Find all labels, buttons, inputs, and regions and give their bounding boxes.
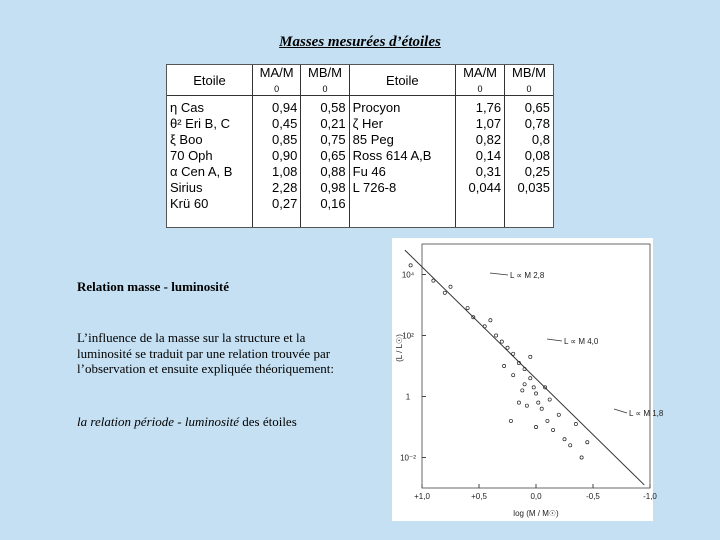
page-title: Masses mesurées d’étoiles	[279, 34, 441, 50]
data-point	[489, 319, 492, 322]
y-tick-label: 10⁻²	[400, 453, 416, 463]
y-tick-label: 10²	[402, 331, 414, 341]
data-point	[509, 419, 512, 422]
data-point	[569, 444, 572, 447]
table-header-row	[167, 65, 553, 96]
data-point	[517, 401, 520, 404]
data-point	[586, 441, 589, 444]
data-point	[532, 386, 535, 389]
period-luminosity-italic: la relation période - luminosité	[77, 414, 239, 429]
plot-frame	[422, 244, 650, 488]
annotation-label: L ∝ M 2,8	[510, 271, 545, 280]
data-point	[432, 279, 435, 282]
data-point	[521, 389, 524, 392]
ma-values-right: 1,76 1,07 0,82 0,14 0,31 0,044	[456, 96, 505, 228]
x-tick-label: -1,0	[643, 492, 657, 501]
section-heading: Relation masse - luminosité	[77, 279, 230, 294]
mass-table	[166, 64, 554, 228]
data-point	[580, 456, 583, 459]
mass-luminosity-plot	[392, 238, 664, 521]
data-point	[495, 334, 498, 337]
header-etoile-right: Etoile	[349, 65, 455, 96]
x-tick-label: -0,5	[586, 492, 600, 501]
data-point	[529, 355, 532, 358]
data-point	[506, 346, 509, 349]
data-point	[534, 392, 537, 395]
ma-values-left: 0,94 0,45 0,85 0,90 1,08 2,28 0,27	[253, 96, 301, 228]
data-point	[525, 404, 528, 407]
data-point	[512, 352, 515, 355]
data-point	[409, 264, 412, 267]
data-point	[548, 398, 551, 401]
data-point	[557, 413, 560, 416]
header-mb-right: MB/M 0	[505, 65, 553, 96]
x-axis-label: log (M / M☉)	[513, 509, 559, 518]
data-point	[523, 383, 526, 386]
period-luminosity-rest: des étoiles	[239, 414, 297, 429]
data-point	[540, 407, 543, 410]
data-point	[537, 401, 540, 404]
data-point	[500, 340, 503, 343]
period-luminosity-line	[77, 414, 297, 430]
data-point	[443, 291, 446, 294]
annotation-arrow	[490, 273, 508, 275]
paragraph: L’influence de la masse sur la structure et la luminosité se traduit par une relation trouvée par l’observation et ensuite expliquée théoriquement:	[77, 330, 335, 376]
header-mb-left: MB/M 0	[301, 65, 349, 96]
mb-values-right: 0,65 0,78 0,8 0,08 0,25 0,035	[517, 100, 550, 195]
annotation-label: L ∝ M 1,8	[629, 409, 664, 418]
data-point	[546, 419, 549, 422]
header-ma-left: MA/M 0	[253, 65, 301, 96]
y-tick-label: 10⁴	[401, 270, 415, 280]
y-tick-label: 1	[405, 392, 411, 402]
data-point	[563, 438, 566, 441]
annotation-arrow	[547, 339, 562, 341]
x-tick-label: +0,5	[471, 492, 487, 501]
header-etoile-left: Etoile	[167, 65, 253, 96]
data-point	[449, 285, 452, 288]
data-point	[534, 425, 537, 428]
data-point	[574, 422, 577, 425]
data-point	[466, 306, 469, 309]
y-axis-label: (L / L☉)	[395, 334, 404, 362]
x-tick-label: 0,0	[530, 492, 542, 501]
data-point	[529, 377, 532, 380]
table-body-row	[167, 96, 553, 228]
data-point	[512, 374, 515, 377]
mb-values-left: 0,58 0,21 0,75 0,65 0,88 0,98 0,16	[301, 96, 349, 228]
data-point	[552, 428, 555, 431]
star-names-right: Procyon ζ Her 85 Peg Ross 614 A,B Fu 46 L 726-8	[349, 96, 455, 228]
star-names-left: η Cas θ² Eri B, C ξ Boo 70 Oph α Cen A, B Sirius Krü 60	[167, 96, 253, 228]
data-point	[502, 364, 505, 367]
annotation-arrow	[614, 409, 627, 413]
x-tick-label: +1,0	[414, 492, 430, 501]
annotation-label: L ∝ M 4,0	[564, 337, 599, 346]
header-ma-right: MA/M 0	[456, 65, 505, 96]
data-point	[483, 325, 486, 328]
plot-svg	[392, 238, 664, 521]
